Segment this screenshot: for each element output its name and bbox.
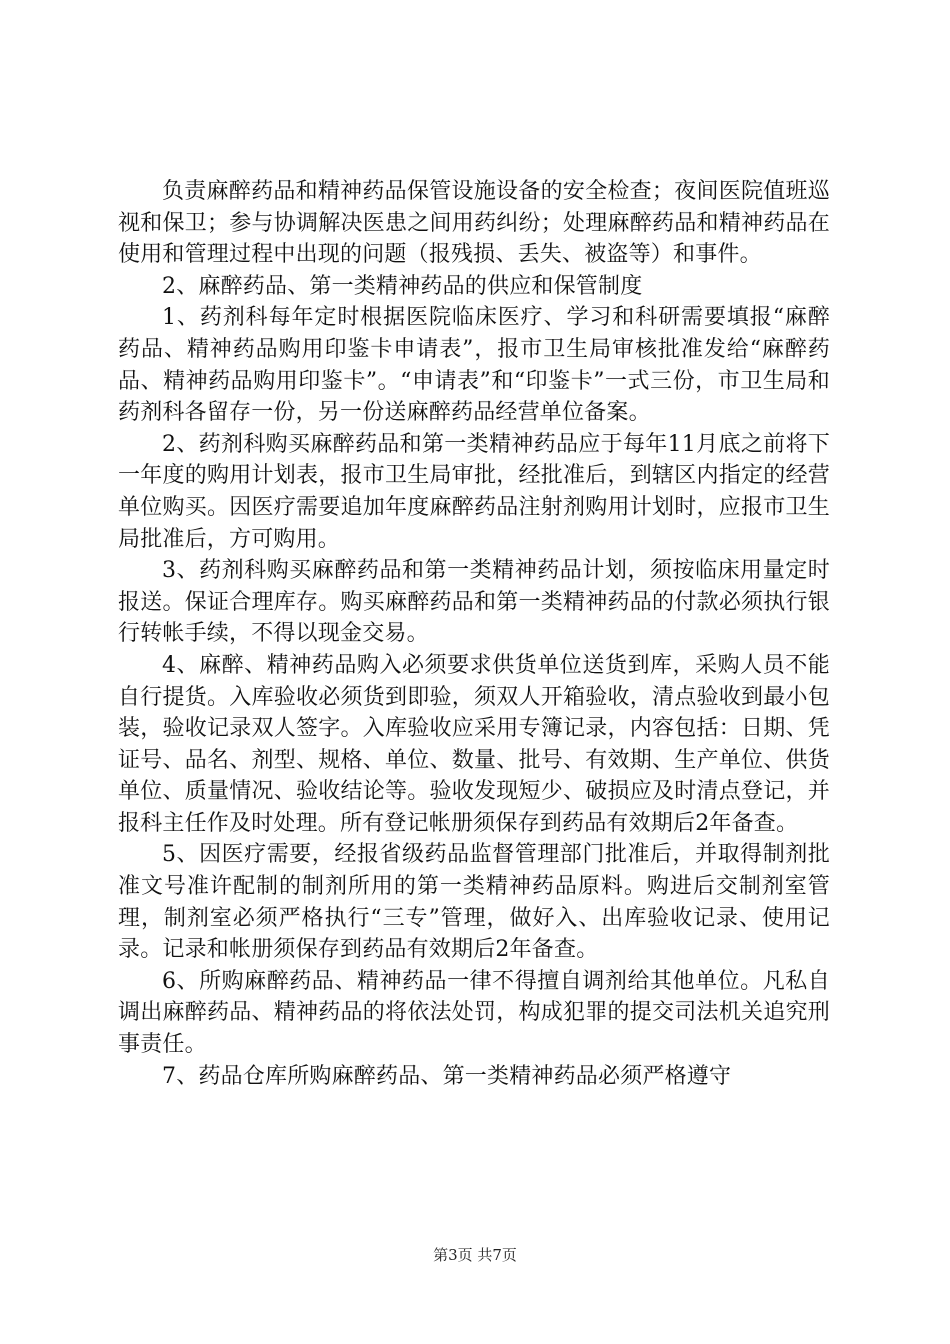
paragraph-8: 6、所购麻醉药品、精神药品一律不得擅自调剂给其他单位。凡私自调出麻醉药品、精神药品的将依法处罚，构成犯罪的提交司法机关追究刑事责任。 [118, 968, 830, 1058]
paragraph-3: 1、药剂科每年定时根据医院临床医疗、学习和科研需要填报“麻醉药品、精神药品购用印鉴卡申请表”，报市卫生局审核批准发给“麻醉药品、精神药品购用印鉴卡”。“申请表”和“印鉴卡”一式三份，市卫生局和药剂科各留存一份，另一份送麻醉药品经营单位备案。 [118, 305, 830, 426]
page-footer: 第3页 共7页 [433, 1246, 517, 1264]
document-body [118, 176, 830, 1092]
paragraph-6: 4、麻醉、精神药品购入必须要求供货单位送货到库，采购人员不能自行提货。入库验收必须货到即验，须双人开箱验收，清点验收到最小包装，验收记录双人签字。入库验收应采用专簿记录，内容包括：日期、凭证号、品名、剂型、规格、单位、数量、批号、有效期、生产单位、供货单位、质量情况、验收结论等。验收发现短少、破损应及时清点登记，并报科主任作及时处理。所有登记帐册须保存到药品有效期后2年备查。 [118, 652, 830, 836]
paragraph-9: 7、药品仓库所购麻醉药品、第一类精神药品必须严格遵守 [162, 1063, 732, 1089]
paragraph-5: 3、药剂科购买麻醉药品和第一类精神药品计划，须按临床用量定时报送。保证合理库存。购买麻醉药品和第一类精神药品的付款必须执行银行转帐手续，不得以现金交易。 [118, 558, 830, 647]
paragraph-4: 2、药剂科购买麻醉药品和第一类精神药品应于每年11月底之前将下一年度的购用计划表，报市卫生局审批，经批准后，到辖区内指定的经营单位购买。因医疗需要追加年度麻醉药品注射剂购用计划时，应报市卫生局批准后，方可购用。 [118, 431, 830, 552]
paragraph-1: 负责麻醉药品和精神药品保管设施设备的安全检查；夜间医院值班巡视和保卫；参与协调解决医患之间用药纠纷；处理麻醉药品和精神药品在使用和管理过程中出现的问题（报残损、丢失、被盗等）和事件。 [118, 179, 830, 268]
paragraph-7: 5、因医疗需要，经报省级药品监督管理部门批准后，并取得制剂批准文号准许配制的制剂所用的第一类精神药品原料。购进后交制剂室管理，制剂室必须严格执行“三专”管理，做好入、出库验收记录、使用记录。记录和帐册须保存到药品有效期后2年备查。 [118, 842, 830, 963]
paragraph-2: 2、麻醉药品、第一类精神药品的供应和保管制度 [162, 273, 643, 299]
